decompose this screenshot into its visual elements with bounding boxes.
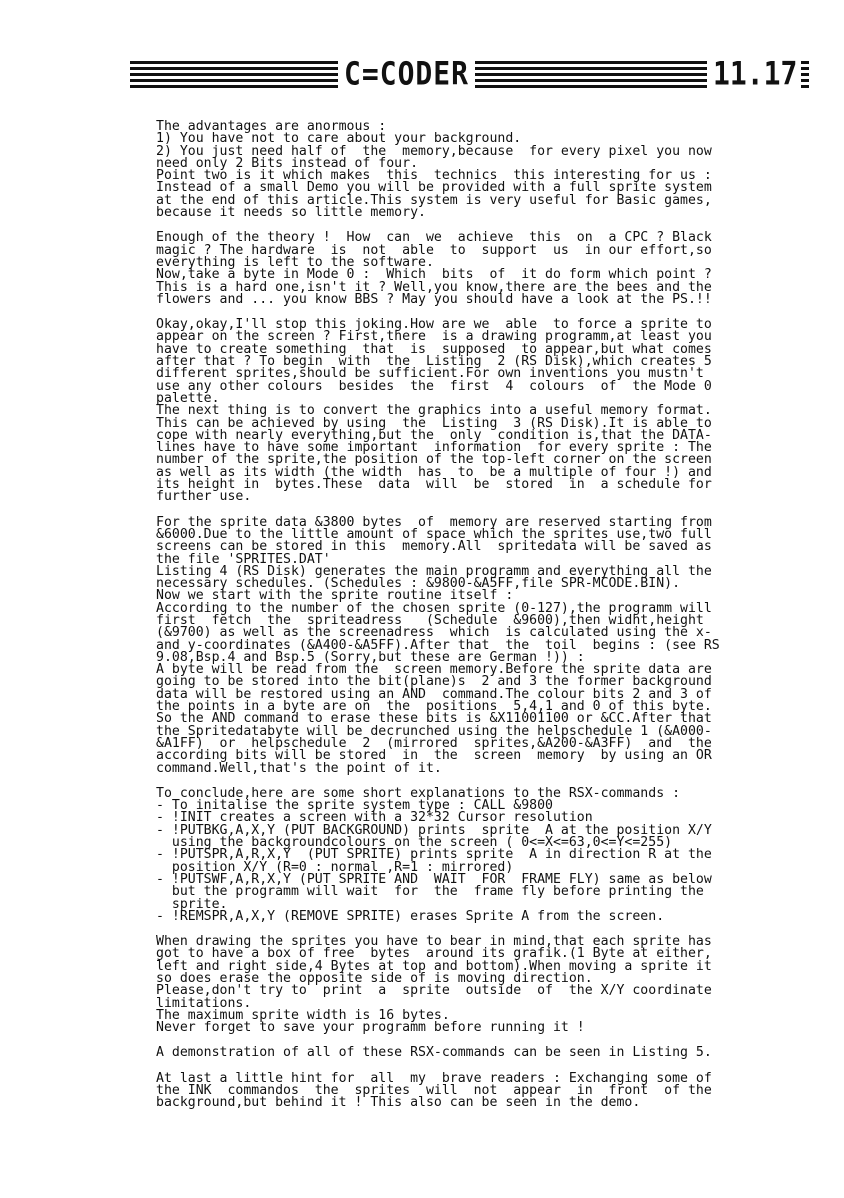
text-line: 1) You have not to care about your background. [156, 131, 522, 147]
magazine-logo: C=CODER [344, 54, 470, 93]
text-line: The maximum sprite width is 16 bytes. [156, 1007, 450, 1023]
text-line: have to create something that is supposed to appear,but what comes [156, 341, 712, 357]
text-line: 2) You just need half of the memory,because for every pixel you now [156, 143, 712, 159]
text-line: At last a little hint for all my brave readers : Exchanging some of [156, 1070, 712, 1086]
text-line: - !PUTBKG,A,X,Y (PUT BACKGROUND) prints sprite A at the position X/Y [156, 822, 712, 838]
text-line: the points in a byte are on the positions 5,4,1 and 0 of this byte. [156, 699, 712, 715]
text-line: need only 2 Bits instead of four. [156, 155, 419, 171]
text-line: palette. [156, 390, 220, 406]
text-line: - !INIT creates a screen with a 32*32 Cursor resolution [156, 810, 593, 826]
text-line: Instead of a small Demo you will be provided with a full sprite system [156, 180, 712, 196]
text-line: limitations. [156, 995, 252, 1011]
text-line: everything is left to the software. [156, 254, 434, 270]
text-line: flowers and ... you know BBS ? May you should have a look at the PS.!! [156, 291, 712, 307]
text-line: Enough of the theory ! How can we achieve this on a CPC ? Black [156, 230, 712, 246]
text-line: after that ? To begin with the Listing 2 (RS Disk),which creates 5 [156, 354, 712, 370]
text-line: Listing 4 (RS Disk) generates the main programm and everything all the [156, 563, 712, 579]
text-line: magic ? The hardware is not able to support us in our effort,so [156, 242, 712, 258]
text-line: Please,don't try to print a sprite outside of the X/Y coordinate [156, 983, 712, 999]
text-line: This is a hard one,isn't it ? Well,you know,there are the bees and the [156, 279, 712, 295]
page-header [130, 52, 820, 96]
text-line: the file 'SPRITES.DAT' [156, 551, 331, 567]
text-line: cope with nearly everything,but the only condition is,that the DATA- [156, 427, 712, 443]
paragraph [156, 232, 808, 306]
text-line: use any other colours besides the first 4 colours of the Mode 0 [156, 378, 712, 394]
text-line: left and right side,4 Bytes at top and bottom).When moving a sprite it [156, 958, 712, 974]
text-line: lines have to have some important information for every sprite : The [156, 440, 712, 456]
text-line: the INK commandos the sprites will not appear in front of the [156, 1083, 712, 1099]
header-rule-middle [475, 56, 707, 92]
text-line: the Spritedatabyte will be decrunched using the helpschedule 1 (&A000- [156, 723, 712, 739]
paragraph [156, 121, 808, 219]
paragraph [156, 785, 808, 924]
text-line: Now we start with the sprite routine itself : [156, 588, 514, 604]
text-line: position X/Y (R=0 : normal ,R=1 : mirrored) [156, 859, 514, 875]
text-line: - To initalise the sprite system type : CALL &9800 [156, 798, 553, 814]
header-rule-right [801, 56, 809, 92]
text-line: So the AND command to erase these bits is &X11001100 or &CC.After that [156, 711, 712, 727]
text-line: Now,take a byte in Mode 0 : Which bits of it do form which point ? [156, 267, 712, 283]
text-line: - !REMSPR,A,X,Y (REMOVE SPRITE) erases Sprite A from the screen. [156, 908, 665, 924]
paragraph [156, 1047, 808, 1059]
paragraph [156, 936, 808, 1034]
text-line: further use. [156, 489, 252, 505]
text-line: &6000.Due to the little amount of space which the sprites use,two full [156, 526, 712, 542]
text-line: appear on the screen ? First,there is a drawing programm,at least you [156, 329, 712, 345]
text-line: according bits will be stored in the screen memory by using an OR [156, 748, 712, 764]
text-line: The advantages are anormous : [156, 119, 387, 134]
text-line: screens can be stored in this memory.All spritedata will be saved as [156, 539, 712, 555]
text-line: using the backgroundcolours on the screen ( 0<=X<=63,0<=Y<=255) [156, 835, 673, 851]
text-line: For the sprite data &3800 bytes of memory are reserved starting from [156, 514, 712, 530]
text-line: going to be stored into the bit(plane)s 2 and 3 the former background [156, 674, 712, 690]
text-line: first fetch the spriteadress (Schedule &9600),then widht,height [156, 612, 704, 628]
text-line: because it needs so little memory. [156, 205, 426, 221]
text-line: Point two is it which makes this technics this interesting for us : [156, 168, 712, 184]
text-line: at the end of this article.This system is very useful for Basic games, [156, 192, 712, 208]
text-line: necessary schedules. (Schedules : &9800-&A5FF,file SPR-MCODE.BIN). [156, 576, 681, 592]
text-line: According to the number of the chosen sprite (0-127),the programm will [156, 600, 712, 616]
text-line: (&9700) as well as the screenadress which is calculated using the x- [156, 625, 712, 641]
text-line: The next thing is to convert the graphics into a useful memory format. [156, 403, 712, 419]
text-line: Okay,okay,I'll stop this joking.How are we able to force a sprite to [156, 317, 712, 333]
text-line: sprite. [156, 896, 228, 912]
text-line: 9.08,Bsp.4 and Bsp.5 (Sorry,but these are German !)) : [156, 649, 585, 665]
text-line: as well as its width (the width has to be a multiple of four !) and [156, 464, 712, 480]
text-line: Never forget to save your programm before running it ! [156, 1020, 585, 1036]
text-line: and y-coordinates (&A400-&A5FF).After that the toil begins : (see RS [156, 637, 720, 653]
text-line: command.Well,that's the point of it. [156, 760, 442, 776]
paragraph [156, 514, 808, 776]
text-line: A byte will be read from the screen memory.Before the sprite data are [156, 662, 712, 678]
text-line: - !PUTSPR,A,R,X,Y (PUT SPRITE) prints sprite A in direction R at the [156, 847, 712, 863]
paragraph [156, 1070, 808, 1111]
text-line: When drawing the sprites you have to bear in mind,that each sprite has [156, 934, 712, 950]
text-line: This can be achieved by using the Listing 3 (RS Disk).It is able to [156, 415, 712, 431]
text-line: but the programm will wait for the frame fly before printing the [156, 884, 704, 900]
text-line: got to have a box of free bytes around its grafik.(1 Byte at either, [156, 946, 712, 962]
header-rule-left [130, 56, 338, 92]
text-line: so does erase the opposite side of is moving direction. [156, 971, 593, 986]
text-line: data will be restored using an AND command.The colour bits 2 and 3 of [156, 686, 712, 702]
article-body [156, 121, 808, 1123]
text-line: &A1FF) or helpschedule 2 (mirrored sprites,&A200-&A3FF) and the [156, 735, 712, 751]
text-line: number of the sprite,the position of the top-left corner on the screen [156, 452, 712, 468]
text-line: A demonstration of all of these RSX-commands can be seen in Listing 5. [156, 1045, 712, 1061]
issue-number: 11.17 [713, 54, 798, 93]
text-line: - !PUTSWF,A,R,X,Y (PUT SPRITE AND WAIT FOR FRAME FLY) same as below [156, 871, 712, 887]
text-line: To conclude,here are some short explanations to the RSX-commands : [156, 785, 681, 801]
text-line: different sprites,should be sufficient.For own inventions you mustn't [156, 366, 704, 382]
paragraph [156, 319, 808, 503]
text-line: its height in bytes.These data will be stored in a schedule for [156, 477, 712, 493]
text-line: background,but behind it ! This also can be seen in the demo. [156, 1095, 641, 1111]
